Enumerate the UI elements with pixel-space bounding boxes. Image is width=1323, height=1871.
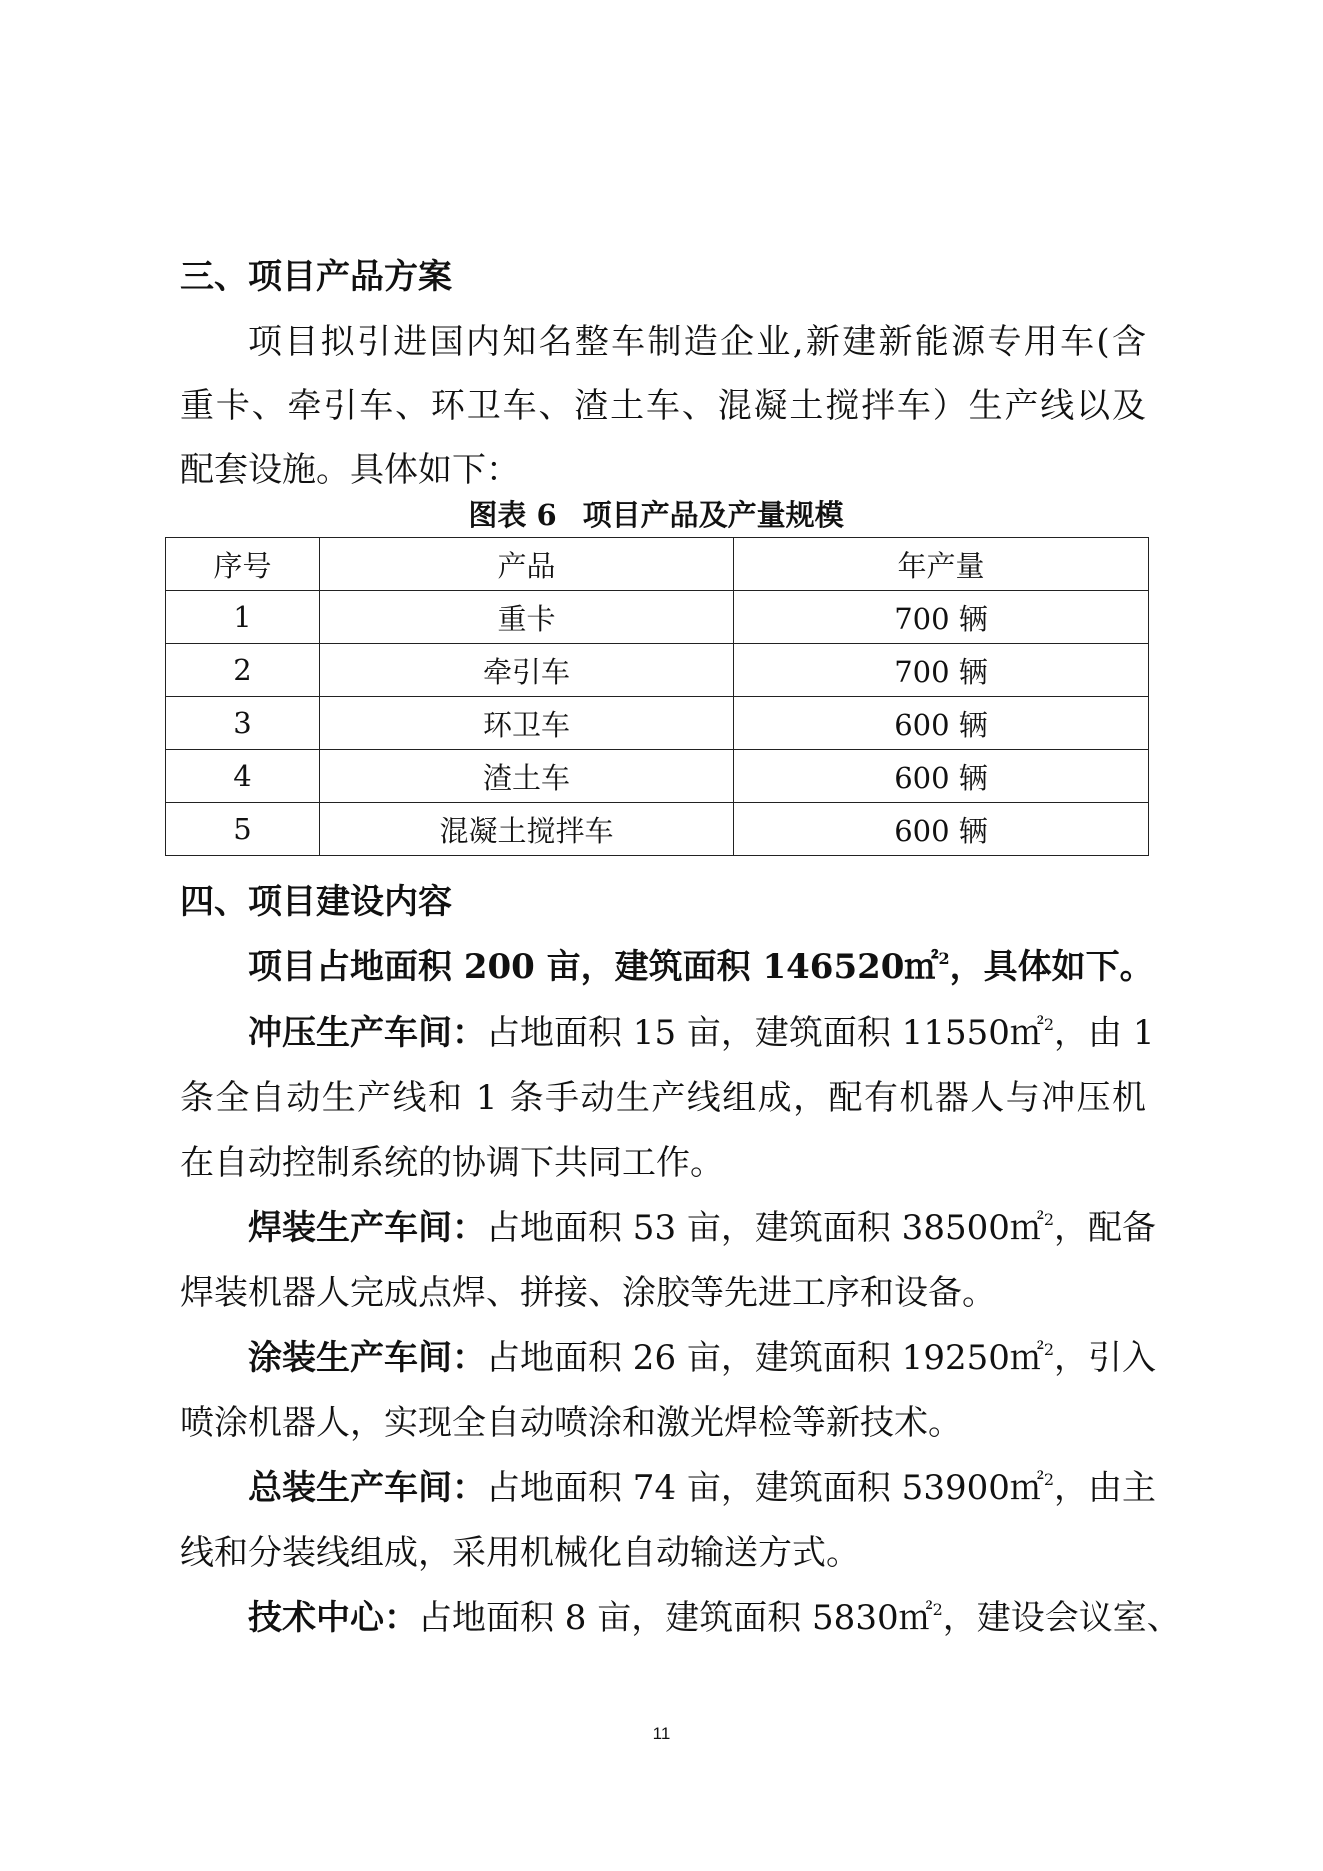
- table-header-row: [166, 538, 1149, 591]
- cell-index: 3: [166, 697, 320, 750]
- tech-center-line-1: [248, 1598, 1181, 1638]
- cell-output: 600 辆: [734, 803, 1149, 856]
- header-annual-output: 年产量: [734, 538, 1149, 591]
- summary-tail: ，具体如下。: [949, 947, 1154, 987]
- tech-center-text: 占地面积 8 亩，建筑面积 5830㎡: [418, 1598, 933, 1638]
- stamping-line-3: 在自动控制系统的协调下共同工作。: [180, 1143, 724, 1183]
- table-row: [166, 697, 1149, 750]
- cell-product: 环卫车: [320, 697, 734, 750]
- summary-sup: 2: [938, 949, 950, 968]
- assembly-line-2: 线和分装线组成，采用机械化自动输送方式。: [180, 1533, 860, 1573]
- stamping-text: 占地面积 15 亩，建筑面积 11550㎡: [486, 1013, 1044, 1053]
- header-product: 产品: [320, 538, 734, 591]
- tech-center-tail: ，建设会议室、: [942, 1598, 1181, 1638]
- cell-product: 渣土车: [320, 750, 734, 803]
- cell-product: 混凝土搅拌车: [320, 803, 734, 856]
- cell-index: 4: [166, 750, 320, 803]
- tech-center-label: 技术中心：: [248, 1598, 418, 1638]
- painting-line-1: [248, 1338, 1157, 1378]
- cell-product: 重卡: [320, 591, 734, 644]
- cell-index: 2: [166, 644, 320, 697]
- assembly-text: 占地面积 74 亩，建筑面积 53900㎡: [486, 1468, 1044, 1508]
- section-3-heading: 三、项目产品方案: [180, 257, 452, 297]
- welding-tail: ，配备: [1054, 1208, 1157, 1248]
- welding-line-1: [248, 1208, 1157, 1248]
- assembly-tail: ，由主: [1054, 1468, 1157, 1508]
- table-row: [166, 803, 1149, 856]
- summary-text: 项目占地面积 200 亩，建筑面积 146520㎡: [248, 947, 939, 987]
- table-row: [166, 644, 1149, 697]
- table-caption-title: 项目产品及产量规模: [582, 498, 844, 532]
- section-3-paragraph-line-1: 项目拟引进国内知名整车制造企业,新建新能源专用车(含: [248, 322, 1146, 362]
- tech-center-sup: 2: [932, 1600, 943, 1619]
- assembly-sup: 2: [1043, 1470, 1055, 1489]
- painting-label: 涂装生产车间：: [248, 1338, 486, 1378]
- stamping-line-1: [248, 1013, 1155, 1053]
- header-index: 序号: [166, 538, 320, 591]
- page-number: 11: [652, 1724, 671, 1743]
- stamping-tail: ，由 1: [1054, 1013, 1155, 1053]
- painting-text: 占地面积 26 亩，建筑面积 19250㎡: [486, 1338, 1044, 1378]
- cell-output: 600 辆: [734, 750, 1149, 803]
- assembly-label: 总装生产车间：: [248, 1468, 486, 1508]
- product-table: [165, 537, 1149, 856]
- cell-output: 700 辆: [734, 591, 1149, 644]
- cell-index: 5: [166, 803, 320, 856]
- welding-line-2: 焊装机器人完成点焊、拼接、涂胶等先进工序和设备。: [180, 1273, 996, 1313]
- section-4-heading: 四、项目建设内容: [180, 882, 452, 922]
- table-row: [166, 591, 1149, 644]
- welding-text: 占地面积 53 亩，建筑面积 38500㎡: [486, 1208, 1044, 1248]
- table-caption-label: 图表 6: [468, 498, 557, 532]
- cell-output: 600 辆: [734, 697, 1149, 750]
- welding-sup: 2: [1043, 1210, 1055, 1229]
- cell-product: 牵引车: [320, 644, 734, 697]
- section-3-paragraph-line-2: 重卡、牵引车、环卫车、渣土车、混凝土搅拌车）生产线以及: [180, 386, 1146, 426]
- cell-index: 1: [166, 591, 320, 644]
- welding-label: 焊装生产车间：: [248, 1208, 486, 1248]
- stamping-line-2: 条全自动生产线和 1 条手动生产线组成，配有机器人与冲压机: [180, 1078, 1146, 1118]
- table-caption: [165, 497, 1147, 533]
- painting-line-2: 喷涂机器人，实现全自动喷涂和激光焊检等新技术。: [180, 1403, 962, 1443]
- stamping-label: 冲压生产车间：: [248, 1013, 486, 1053]
- cell-output: 700 辆: [734, 644, 1149, 697]
- stamping-sup: 2: [1043, 1015, 1055, 1034]
- painting-tail: ，引入: [1054, 1338, 1157, 1378]
- table-row: [166, 750, 1149, 803]
- summary-line: [248, 947, 1154, 987]
- painting-sup: 2: [1043, 1340, 1055, 1359]
- assembly-line-1: [248, 1468, 1157, 1508]
- section-3-paragraph-line-3: 配套设施。具体如下：: [180, 450, 520, 490]
